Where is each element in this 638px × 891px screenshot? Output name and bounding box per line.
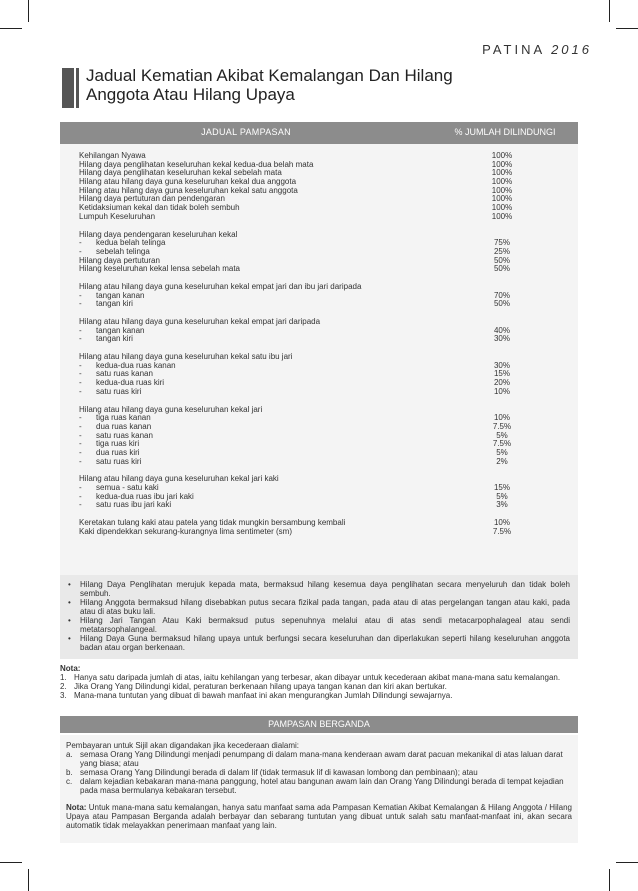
table-header-benefit: JADUAL PAMPASAN bbox=[201, 127, 291, 137]
berganda-text: dalam kejadian kebakaran mana-mana panggung, hotel atau bangunan awam lain dan Orang Yang Dilindungi berada di tempat kejadian pada masa bermulanya kebakaran tersebut. bbox=[80, 777, 564, 795]
row-percent: 10% bbox=[493, 386, 510, 396]
title-line-2: Anggota Atau Hilang Upaya bbox=[86, 85, 295, 104]
berganda-item bbox=[66, 750, 572, 768]
row-label: tiga ruas kanan bbox=[96, 413, 151, 423]
row-dash: - bbox=[79, 421, 82, 431]
row-dash: - bbox=[79, 413, 82, 423]
row-label: satu ruas kiri bbox=[96, 386, 142, 396]
table-row bbox=[79, 388, 559, 397]
definition-item: • Hilang Jari Tangan Atau Kaki bermaksud putus sepenuhnya melalui atau di atas sendi metacarpophalageal atau sendi metatarsophalangeal. bbox=[66, 616, 570, 634]
row-dash: - bbox=[79, 290, 82, 300]
definitions-list bbox=[66, 580, 570, 652]
brand-header bbox=[482, 42, 592, 57]
row-percent: 7.5% bbox=[492, 439, 512, 449]
row-label: kedua-dua ruas kanan bbox=[96, 360, 176, 370]
crop-mark bbox=[28, 869, 29, 891]
row-percent: 100% bbox=[491, 159, 513, 169]
table-row bbox=[79, 432, 559, 441]
table-header-percent: % JUMLAH DILINDUNGI bbox=[454, 127, 556, 137]
row-percent: 100% bbox=[491, 151, 513, 160]
row-percent: 15% bbox=[493, 483, 510, 492]
table-row bbox=[79, 292, 559, 301]
row-label: tiga ruas kiri bbox=[96, 439, 140, 449]
nota-list bbox=[60, 673, 578, 700]
row-label: satu ruas ibu jari kaki bbox=[96, 500, 172, 510]
row-label: satu ruas kanan bbox=[96, 430, 153, 440]
row-dash: - bbox=[79, 500, 82, 510]
row-dash: - bbox=[79, 369, 82, 379]
table-row bbox=[79, 528, 559, 537]
row-dash: - bbox=[79, 386, 82, 396]
row-label: Hilang daya penglihatan keseluruhan kekal kedua-dua belah mata bbox=[79, 159, 314, 169]
row-label: Ketidaksiuman kekal dan tidak boleh sembuh bbox=[79, 203, 240, 213]
row-label: Hilang atau hilang daya guna keseluruhan kekal jari bbox=[79, 404, 263, 414]
row-percent: 100% bbox=[491, 177, 513, 187]
row-label: Hilang atau hilang daya guna keseluruhan kekal satu ibu jari bbox=[79, 352, 293, 362]
row-label: satu ruas kiri bbox=[96, 456, 142, 466]
row-label: Hilang daya pertuturan bbox=[79, 255, 160, 265]
row-percent: 100% bbox=[491, 185, 513, 195]
table-row bbox=[79, 327, 559, 336]
table-row bbox=[79, 379, 559, 388]
row-label: tangan kiri bbox=[96, 334, 133, 344]
nota-number: 2. bbox=[60, 682, 67, 691]
table-row bbox=[79, 501, 559, 510]
berganda-text: semasa Orang Yang Dilindungi berada di dalam lif (tidak termasuk lif di kawasan lombong dan pembinaan); atau bbox=[80, 768, 478, 777]
row-percent: 30% bbox=[493, 334, 510, 344]
crop-mark bbox=[0, 28, 22, 29]
row-label: dua ruas kanan bbox=[96, 421, 152, 431]
nota-number: 1. bbox=[60, 673, 67, 682]
row-percent: 100% bbox=[491, 168, 513, 178]
row-percent: 30% bbox=[493, 360, 510, 370]
berganda-note-label: Nota: bbox=[66, 803, 87, 812]
benefit-table-body bbox=[79, 152, 559, 536]
berganda-list bbox=[66, 750, 572, 795]
table-row bbox=[79, 213, 559, 222]
row-label: Hilang atau hilang daya guna keseluruhan kekal jari kaki bbox=[79, 474, 279, 484]
row-percent: 50% bbox=[493, 264, 510, 274]
row-label: Hilang daya penglihatan keseluruhan kekal sebelah mata bbox=[79, 168, 282, 178]
row-percent: 100% bbox=[491, 203, 513, 213]
definition-item: • Hilang Daya Penglihatan merujuk kepada mata, bermaksud hilang kesemua daya penglihatan secara menyeluruh dan tidak boleh sembuh. bbox=[66, 580, 570, 598]
row-percent: 100% bbox=[491, 194, 513, 204]
row-percent: 15% bbox=[493, 369, 510, 379]
row-percent: 100% bbox=[491, 211, 513, 221]
berganda-note bbox=[66, 803, 572, 830]
row-dash: - bbox=[79, 334, 82, 344]
berganda-note-text: Untuk mana-mana satu kemalangan, hanya satu manfaat sama ada Pampasan Kematian Akibat Kemalangan & Hilang Anggota / Hilang Upaya atau Pampasan Berganda adalah berbayar dan sebarang tuntutan yang dibuat untuk salah satu manfaat-manfaat ini, akan secara automatik tidak melayakkan penerimaan manfaat yang lain. bbox=[66, 803, 572, 830]
row-percent: 20% bbox=[493, 378, 510, 388]
berganda-letter: b. bbox=[66, 768, 73, 777]
row-label: Hilang atau hilang daya guna keseluruhan kekal dua anggota bbox=[79, 177, 297, 187]
table-row bbox=[79, 440, 559, 449]
title-accent-bar-thin bbox=[76, 68, 79, 108]
row-label: Kehilangan Nyawa bbox=[79, 151, 146, 160]
nota-item bbox=[60, 673, 578, 682]
crop-mark bbox=[616, 862, 638, 863]
crop-mark bbox=[616, 28, 638, 29]
nota-section bbox=[60, 664, 578, 700]
title-line-1: Jadual Kematian Akibat Kemalangan Dan Hilang bbox=[86, 66, 453, 85]
row-label: satu ruas kanan bbox=[96, 369, 153, 379]
row-label: tangan kanan bbox=[96, 290, 145, 300]
page-title bbox=[86, 66, 453, 104]
nota-item bbox=[60, 682, 578, 691]
row-label: kedua-dua ruas kiri bbox=[96, 378, 165, 388]
table-header bbox=[60, 122, 578, 144]
table-row bbox=[79, 239, 559, 248]
row-dash: - bbox=[79, 246, 82, 256]
row-dash: - bbox=[79, 456, 82, 466]
row-label: kedua-dua ruas ibu jari kaki bbox=[96, 491, 194, 501]
row-percent: 10% bbox=[493, 518, 510, 528]
row-dash: - bbox=[79, 378, 82, 388]
row-label: semua - satu kaki bbox=[96, 483, 159, 492]
row-dash: - bbox=[79, 299, 82, 309]
row-dash: - bbox=[79, 491, 82, 501]
row-percent: 5% bbox=[496, 491, 508, 501]
table-row bbox=[79, 458, 559, 467]
row-label: Hilang daya pendengaran keseluruhan kekal bbox=[79, 229, 238, 239]
brand-name: PATINA bbox=[482, 42, 545, 57]
nota-text: Hanya satu daripada jumlah di atas, iaitu kehilangan yang terbesar, akan dibayar untuk kecederaan akibat mana-mana satu kemalangan. bbox=[74, 673, 561, 682]
brand-year: 2016 bbox=[551, 42, 592, 57]
berganda-intro: Pembayaran untuk Sijil akan digandakan jika kecederaan dialami: bbox=[66, 741, 300, 750]
title-accent-bar bbox=[62, 68, 74, 108]
table-row bbox=[79, 414, 559, 423]
row-dash: - bbox=[79, 238, 82, 248]
row-percent: 10% bbox=[493, 413, 510, 423]
row-percent: 40% bbox=[493, 325, 510, 335]
nota-item bbox=[60, 691, 578, 700]
row-percent: 25% bbox=[493, 246, 510, 256]
row-percent: 50% bbox=[493, 255, 510, 265]
row-dash: - bbox=[79, 360, 82, 370]
row-label: Hilang daya pertuturan dan pendengaran bbox=[79, 194, 225, 204]
row-percent: 3% bbox=[496, 500, 508, 510]
nota-text: Jika Orang Yang Dilindungi kidal, peraturan berkenaan hilang upaya tangan kanan dan kiri akan bertukar. bbox=[74, 682, 447, 691]
row-percent: 7.5% bbox=[492, 526, 512, 536]
row-label: Hilang keseluruhan kekal lensa sebelah mata bbox=[79, 264, 240, 274]
row-dash: - bbox=[79, 439, 82, 449]
berganda-item bbox=[66, 768, 572, 777]
row-label: tangan kanan bbox=[96, 325, 145, 335]
row-label: Lumpuh Keseluruhan bbox=[79, 211, 156, 221]
row-percent: 75% bbox=[493, 238, 510, 248]
row-label: Hilang atau hilang daya guna keseluruhan kekal empat jari dan ibu jari daripada bbox=[79, 281, 362, 291]
table-row bbox=[79, 318, 559, 327]
row-label: Hilang atau hilang daya guna keseluruhan kekal empat jari daripada bbox=[79, 317, 321, 326]
berganda-letter: a. bbox=[66, 750, 73, 759]
table-row bbox=[79, 283, 559, 292]
row-percent: 2% bbox=[496, 456, 508, 466]
row-label: Keretakan tulang kaki atau patela yang tidak mungkin bersambung kembali bbox=[79, 518, 346, 528]
nota-number: 3. bbox=[60, 691, 67, 700]
nota-heading: Nota: bbox=[60, 664, 81, 673]
table-row bbox=[79, 449, 559, 458]
table-row bbox=[79, 335, 559, 344]
berganda-letter: c. bbox=[66, 777, 73, 786]
definition-item: • Hilang Daya Guna bermaksud hilang upaya untuk berfungsi secara keseluruhan dan diperlakukan seperti hilang keseluruhan anggota badan atau organ berkenaan. bbox=[66, 634, 570, 652]
row-percent: 7.5% bbox=[492, 421, 512, 431]
row-percent: 5% bbox=[496, 447, 508, 457]
table-row bbox=[79, 300, 559, 309]
table-row bbox=[79, 265, 559, 274]
berganda-header: PAMPASAN BERGANDA bbox=[60, 716, 578, 733]
berganda-text: semasa Orang Yang Dilindungi menjadi penumpang di dalam mana-mana kenderaan awam darat pacuan mekanikal di atas laluan darat yang biasa; atau bbox=[80, 750, 563, 768]
crop-mark bbox=[609, 0, 610, 22]
definition-item: • Hilang Anggota bermaksud hilang disebabkan putus secara fizikal pada tangan, pada atau di atas pergelangan tangan atau kaki, pada atau di atas buku lali. bbox=[66, 598, 570, 616]
row-dash: - bbox=[79, 430, 82, 440]
row-percent: 5% bbox=[496, 430, 508, 440]
berganda-content bbox=[66, 741, 572, 830]
berganda-item bbox=[66, 777, 572, 795]
row-dash: - bbox=[79, 483, 82, 492]
row-dash: - bbox=[79, 325, 82, 335]
row-dash: - bbox=[79, 447, 82, 457]
nota-text: Mana-mana tuntutan yang dibuat di bawah manfaat ini akan mengurangkan Jumlah Dilindungi sewajarnya. bbox=[74, 691, 453, 700]
row-label: dua ruas kiri bbox=[96, 447, 140, 457]
row-label: kedua belah telinga bbox=[96, 238, 166, 248]
crop-mark bbox=[609, 869, 610, 891]
crop-mark bbox=[0, 862, 22, 863]
row-label: sebelah telinga bbox=[96, 246, 150, 256]
row-percent: 70% bbox=[493, 290, 510, 300]
row-label: Hilang atau hilang daya guna keseluruhan kekal satu anggota bbox=[79, 185, 298, 195]
table-row bbox=[79, 406, 559, 415]
row-label: Kaki dipendekkan sekurang-kurangnya lima sentimeter (sm) bbox=[79, 526, 292, 536]
crop-mark bbox=[28, 0, 29, 22]
row-percent: 50% bbox=[493, 299, 510, 309]
row-label: tangan kiri bbox=[96, 299, 133, 309]
